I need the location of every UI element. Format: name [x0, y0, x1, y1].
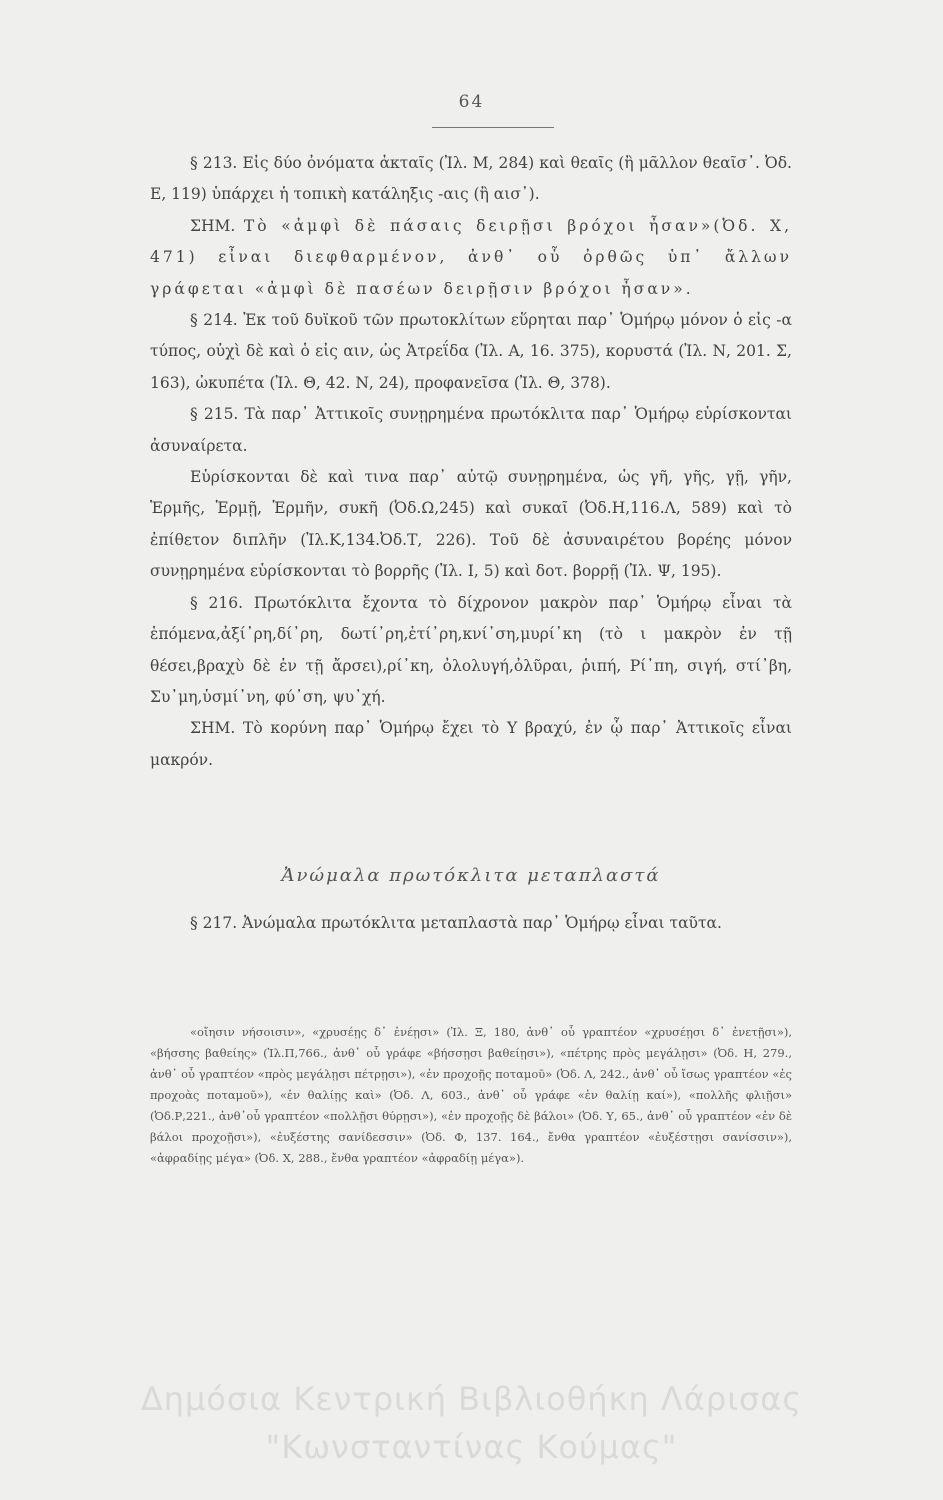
section-216: § 216. Πρωτόκλιτα ἔχοντα τὸ δίχρονον μακρὸν παρ᾽ Ὁμήρῳ εἶναι τὰ ἑπόμενα,ἀξί᾽ρη,δί᾽ρη, δωτί᾽ρη,ἑτί᾽ρη,κνί᾽ση,μυρί᾽κη (τὸ ι μακρὸν ἐν τῇ θέσει,βραχὺ δὲ ἐν τῇ ἄρσει),ρί᾽κη, ὀλολυγή,ὀλῦραι, ῥιπή, Ρί᾽πη, σιγή, στί᾽βη, Συ᾽μη,ὑσμί᾽νη, φύ᾽ση, ψυ᾽χή. — [150, 593, 792, 706]
note-213 — [150, 211, 792, 305]
section-217-block — [150, 908, 792, 939]
footnote-text: «οἴησιν νήσοισιν», «χρυσέῃς δ᾽ ἐνέῃσι» (Ἰλ. Ξ, 180, ἀνθ᾽ οὗ γραπτέον «χρυσέῃσι δ᾽ ἐνετῇσι»), «βήσσης βαθείης» (Ἰλ.Π,766., ἀνθ᾽ οὗ γράφε «βήσσῃσι βαθείῃσι»), «πέτρης πρὸς μεγάλῃσι» (Ὀδ. Η, 279., ἀνθ᾽ οὗ γραπτέον «πρὸς μεγάλῃσι πέτρῃσι»), «ἐν προχοῇς ποταμοῦ» (Ὀδ. Λ, 242., ἀνθ᾽ οὗ ἴσως γραπτέον «ἐς προχοὰς ποταμοῦ»), «ἐν θαλίῃς καὶ» (Ὀδ. Λ, 603., ἀνθ᾽ οὗ γράφε «ἐν θαλίῃ καί»), «πολλῆς φλιῇσι» (Ὀδ.Ρ,221., ἀνθ᾽οὗ γραπτέον «πολλῇσι θύρῃσι»), «ἐν προχοῇς δὲ βάλοι» (Ὀδ. Υ, 65., ἀνθ᾽ οὗ γραπτέον «ἐν δὲ βάλοι προχοῇσι»), «ἐυξέστης σανίδεσσιν» (Ὀδ. Φ, 137. 164., ἔνθα γραπτέον «ἐυξέστῃσι σανίσσιν»), «ἀφραδίῃς μέγα» (Ὀδ. Χ, 288., ἔνθα γραπτέον «ἀφραδίῃ μέγα»). — [150, 1025, 792, 1165]
note-label: ΣΗΜ. — [190, 216, 236, 235]
footnote — [150, 1022, 792, 1169]
header-rule — [432, 127, 554, 128]
watermark-line-1: Δημόσια Κεντρική Βιβλιοθήκη Λάρισας — [140, 1380, 803, 1418]
section-213: § 213. Εἰς δύο ὀνόματα ἀκταῖς (Ἰλ. Μ, 284) καὶ θεαῖς (ἢ μᾶλλον θεαῖσ᾽. Ὀδ. Ε, 119) ὑπάρχει ἡ τοπικὴ κατάληξις -αις (ἢ αισ᾽). — [150, 154, 792, 204]
note-label: ΣΗΜ. — [190, 719, 236, 738]
watermark-line-2: "Κωνσταντίνας Κούμας" — [265, 1428, 678, 1466]
section-215: § 215. Τὰ παρ᾽ Ἀττικοῖς συνῃρημένα πρωτόκλιτα παρ᾽ Ὁμήρῳ εὑρίσκονται ἀσυναίρετα. — [150, 405, 792, 455]
section-217: § 217. Ἀνώμαλα πρωτόκλιτα μεταπλαστὰ παρ᾽ Ὁμήρῳ εἶναι ταῦτα. — [190, 914, 722, 932]
section-214: § 214. Ἐκ τοῦ δυϊκοῦ τῶν πρωτοκλίτων εὕρηται παρ᾽ Ὁμήρῳ μόνον ὁ εἰς -α τύπος, οὐχὶ δὲ καὶ ὁ εἰς αιν, ὡς Ἀτρεΐδα (Ἰλ. Α, 16. 375), κορυστά (Ἰλ. Ν, 201. Σ, 163), ὠκυπέτα (Ἰλ. Θ, 42. Ν, 24), προφανεῖσα (Ἰλ. Θ, 378). — [150, 311, 792, 392]
note-216 — [150, 713, 792, 776]
page-number: 64 — [458, 92, 485, 112]
note-text: Τὸ κορύνη παρ᾽ Ὁμήρῳ ἔχει τὸ Υ βραχύ, ἐν ᾧ παρ᾽ Ἀττικοῖς εἶναι μακρόν. — [150, 719, 792, 769]
section-215-cont: Εὑρίσκονται δὲ καὶ τινα παρ᾽ αὐτῷ συνῃρημένα, ὡς γῆ, γῆς, γῇ, γῆν, Ἑρμῆς, Ἑρμῇ, Ἑρμῆν, συκῆ (Ὀδ.Ω,245) καὶ συκαῖ (Ὀδ.Η,116.Λ, 589) καὶ τὸ ἐπίθετον διπλῆν (Ἰλ.Κ,134.Ὀδ.Τ, 226). Τοῦ δὲ ἀσυναιρέτου βορέης μόνον συνῃρημένα εὑρίσκονται τὸ βορρῆς (Ἰλ. Ι, 5) καὶ δοτ. βορρῇ (Ἰλ. Ψ, 195). — [150, 468, 792, 581]
main-text — [150, 148, 792, 776]
note-text: Τὸ «ἀμφὶ δὲ πάσαις δειρῇσι βρόχοι ἦσαν»(Ὀδ. Χ, 471) εἶναι διεφθαρμένον, ἀνθ᾽ οὗ ὀρθῶς ὑπ᾽ ἄλλων γράφεται «ἀμφὶ δὲ πασέων δειρῇσιν βρόχοι ἦσαν». — [150, 216, 792, 298]
section-heading: Ἀνώμαλα πρωτόκλιτα μεταπλαστά — [281, 865, 661, 886]
